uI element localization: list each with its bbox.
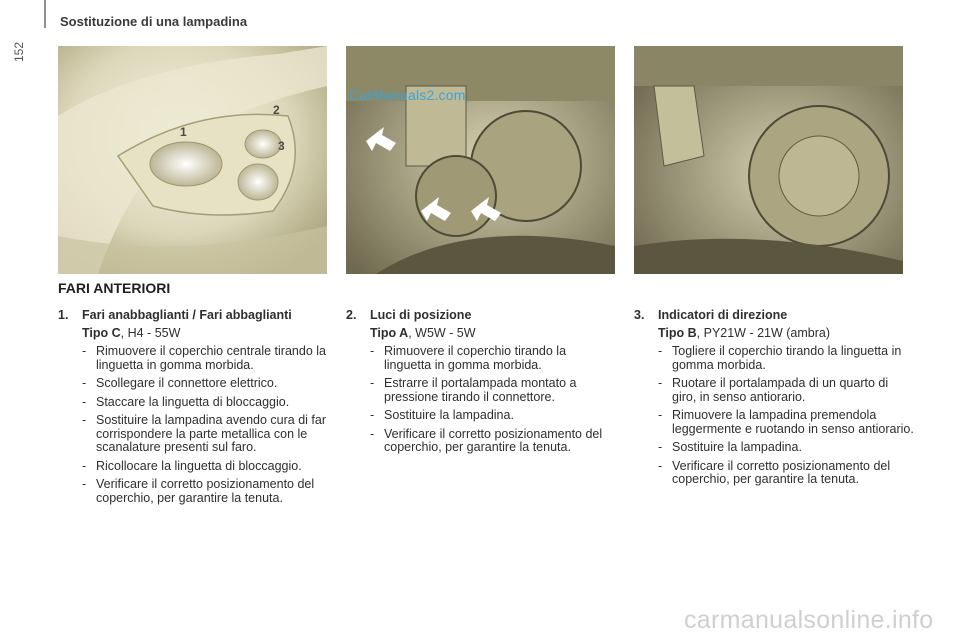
list-item: - Sostituire la lampadina. <box>370 408 514 422</box>
item-heading <box>346 309 616 323</box>
list-item: - Verificare il corretto posizionamento del coperchio, per garantire la tenuta. <box>658 458 891 486</box>
list-item: - Scollegare il connettore elettrico. <box>82 376 278 390</box>
item-number: 3. <box>634 308 645 322</box>
steps-list <box>58 345 328 505</box>
list-item: - Verificare il corretto posizionamento del coperchio, per garantire la tenuta. <box>82 477 315 505</box>
list-item: - Sostituire la lampadina avendo cura di far corrispondere la parte metallica con le scanalature presenti sul faro. <box>82 413 326 454</box>
item-heading <box>634 309 914 323</box>
page-number: 152 <box>12 41 26 62</box>
list-item: - Rimuovere il coperchio centrale tirando la linguetta in gomma morbida. <box>82 344 326 372</box>
callout-1: 1 <box>180 125 187 139</box>
bulb-type-value: , W5W - 5W <box>408 325 476 340</box>
list-item: - Ricollocare la linguetta di bloccaggio. <box>82 458 302 473</box>
bulb-type <box>82 327 328 341</box>
headlamp-overview-image <box>58 46 327 274</box>
bulb-type <box>658 327 914 341</box>
item-title: Luci di posizione <box>370 308 472 322</box>
bulb-type-value: , H4 - 55W <box>120 325 181 340</box>
list-item: - Togliere il coperchio tirando la linguetta in gomma morbida. <box>658 344 902 372</box>
bulb-type-label: Tipo C <box>82 325 121 340</box>
section-heading: FARI ANTERIORI <box>58 280 171 296</box>
list-item: - Rimuovere il coperchio tirando la linguetta in gomma morbida. <box>370 344 567 372</box>
list-item: - Rimuovere la lampadina premendola leggermente e ruotando in senso antiorario. <box>658 408 914 436</box>
item-title: Fari anabbaglianti / Fari abbaglianti <box>82 308 292 322</box>
footer-watermark: carmanualsonline.info <box>684 606 934 634</box>
direction-indicator-image <box>634 46 903 274</box>
bulb-type-value: , PY21W - 21W (ambra) <box>696 325 831 340</box>
list-item: - Ruotare il portalampada di un quarto di giro, in senso antiorario. <box>658 376 889 404</box>
item-title: Indicatori di direzione <box>658 308 788 322</box>
list-item: - Verificare il corretto posizionamento del coperchio, per garantire la tenuta. <box>370 426 603 454</box>
callout-2: 2 <box>273 103 280 117</box>
item-number: 1. <box>58 308 69 322</box>
side-rule <box>44 0 46 28</box>
column-direction-indicators <box>634 309 914 492</box>
list-item: - Estrarre il portalampada montato a pressione tirando il connettore. <box>370 376 577 404</box>
column-position-lights <box>346 309 616 460</box>
steps-list <box>634 345 914 487</box>
callout-3: 3 <box>278 139 285 153</box>
bulb-type-label: Tipo A <box>370 325 409 340</box>
bulb-type <box>370 327 616 341</box>
watermark: CarManuals2.com <box>349 87 466 103</box>
item-heading <box>58 309 328 323</box>
item-number: 2. <box>346 308 357 322</box>
position-light-image <box>346 46 615 274</box>
section-title: Sostituzione di una lampadina <box>60 14 248 29</box>
list-item: - Staccare la linguetta di bloccaggio. <box>82 394 290 409</box>
list-item: - Sostituire la lampadina. <box>658 440 802 454</box>
column-low-high-beam <box>58 309 328 510</box>
steps-list <box>346 345 616 455</box>
bulb-type-label: Tipo B <box>658 325 697 340</box>
